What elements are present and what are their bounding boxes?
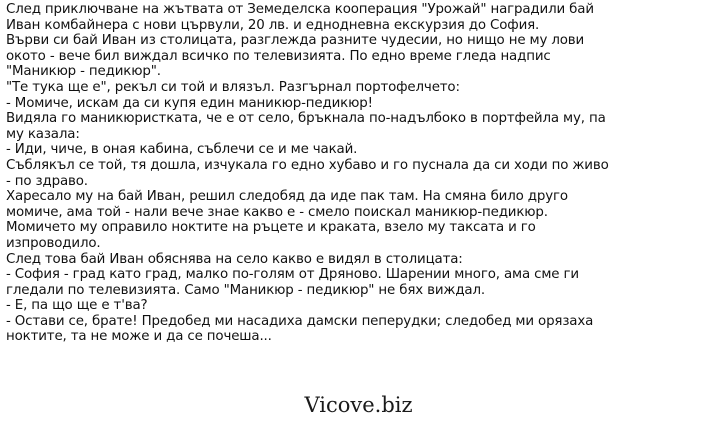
joke-line: момиче, ама той - нали вече знае какво е - смело поискал маникюр-педикюр. xyxy=(6,204,548,220)
joke-line: окото - вече бил виждал всичко по телевизията. По едно време гледа надпис xyxy=(6,48,551,64)
joke-line: Момичето му оправило ноктите на ръцете и краката, взело му таксата и го xyxy=(6,220,536,236)
site-watermark: Vicove.biz xyxy=(304,393,413,417)
joke-line: Иван комбайнера с нови цървули, 20 лв. и еднодневна екскурзия до София. xyxy=(6,17,540,33)
joke-line: Съблякъл се той, тя дошла, изчукала го едно хубаво и го пуснала да си ходи по живо xyxy=(6,157,609,173)
joke-line: Харесало му на бай Иван, решил следобяд да иде пак там. На смяна било друго xyxy=(6,189,568,205)
joke-line: След приключване на жътвата от Земеделска кооперация "Урожай" наградили бай xyxy=(6,2,594,17)
joke-line: Видяла го маникюристката, че е от село, бръкнала по-надълбоко в портфейла му, па xyxy=(6,111,606,127)
joke-line: След това бай Иван обяснява на село какво е видял в столицата: xyxy=(6,251,463,267)
joke-line: "Те тука ще е", рекъл си той и влязъл. Разгърнал портофелчето: xyxy=(6,79,460,95)
joke-line: - Остави се, брате! Предобед ми насадиха дамски пеперудки; следобед ми орязаха xyxy=(6,313,594,329)
joke-line: гледали по телевизията. Само "Маникюр - педикюр" не бях виждал. xyxy=(6,282,485,298)
joke-line: - Момиче, искам да си купя един маникюр-педикюр! xyxy=(6,95,373,111)
joke-line: - София - град като град, малко по-голям от Дряново. Шарении много, ама сме ги xyxy=(6,267,579,283)
joke-line: изпроводило. xyxy=(6,235,101,251)
joke-line: "Маникюр - педикюр". xyxy=(6,64,161,80)
joke-line: - Иди, чиче, в оная кабина, съблечи се и ме чакай. xyxy=(6,142,358,158)
joke-line: Върви си бай Иван из столицата, разглежда разните чудесии, но нищо не му лови xyxy=(6,33,585,49)
joke-line: - Е, па що ще е т'ва? xyxy=(6,298,148,314)
joke-line: ноктите, та не може и да се почеша... xyxy=(6,329,272,345)
joke-line: - по здраво. xyxy=(6,173,88,189)
joke-text xyxy=(6,2,714,345)
joke-line: му казала: xyxy=(6,126,80,142)
